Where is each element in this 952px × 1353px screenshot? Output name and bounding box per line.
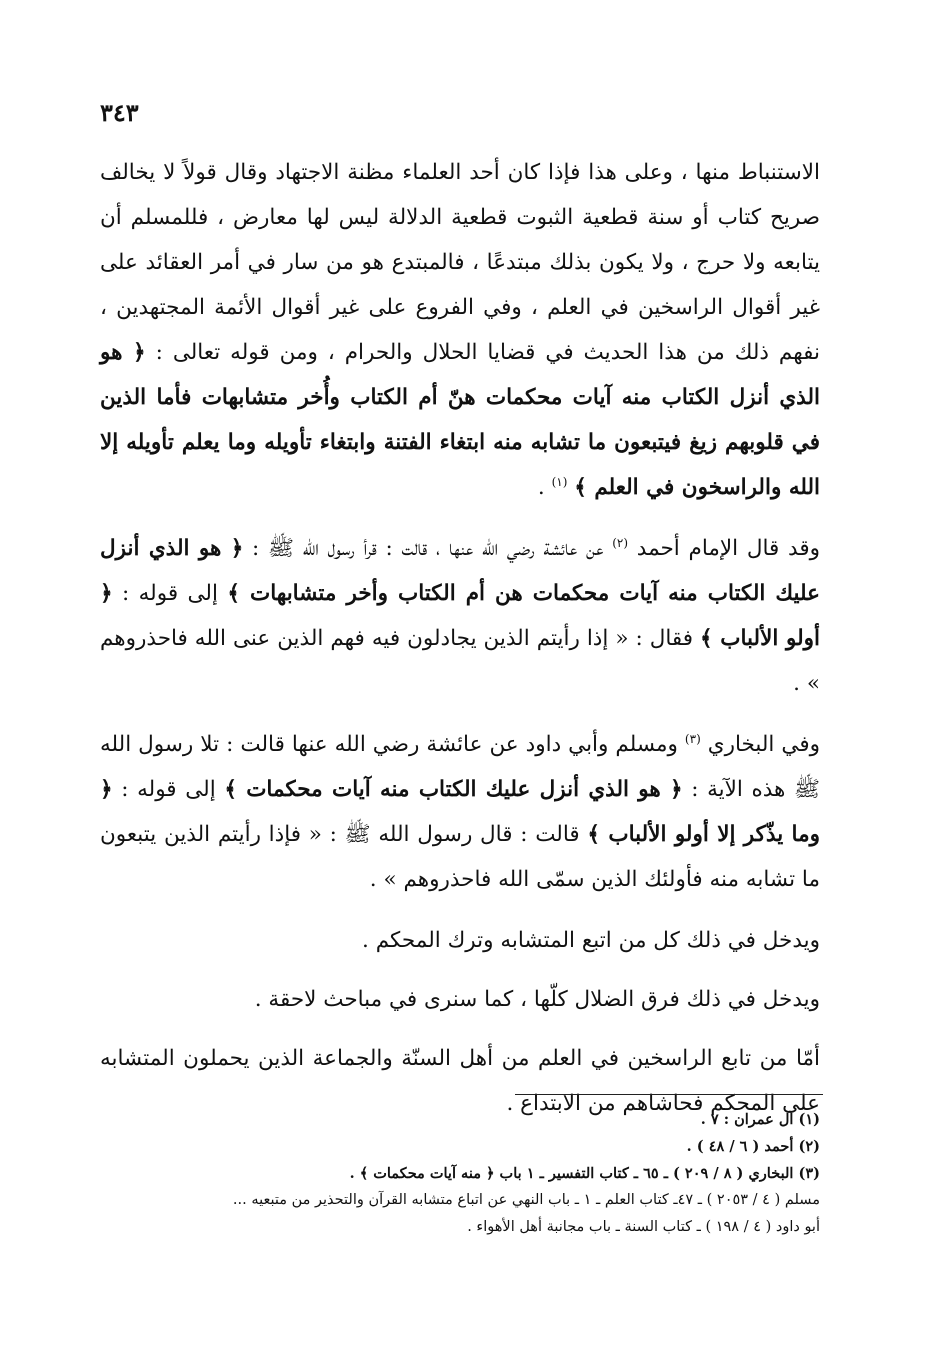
page-number: ٣٤٣ <box>100 98 139 127</box>
quran-quote: ﴿ هو الذي أنزل الكتاب منه آيات محكمات هنّ أم الكتاب وأُخر متشابهات فأما الذين في قلوبهم زيغ فيتبعون ما تشابه منه ابتغاء الفتنة وابتغاء تأويله وما يعلم تأويله إلا الله والراسخون في العلم ﴾ <box>100 340 820 500</box>
quran-quote: ﴿ هو الذي أنزل عليك الكتاب منه آيات محكمات ﴾ <box>224 777 683 802</box>
footnote-2: (٢) أحمد ( ٦ / ٤٨ ) . <box>686 1138 820 1155</box>
footnote-1: (١) آل عمران : ٧ . <box>700 1111 820 1128</box>
paragraph-5-text: ويدخل في ذلك فرق الضلال كلّها ، كما سنرى في مباحث لاحقة . <box>254 987 820 1012</box>
paragraph-4 <box>100 918 820 963</box>
paragraph-4-text: ويدخل في ذلك كل من اتبع المتشابه وترك المحكم . <box>362 928 820 953</box>
paragraph-3-text-b: ومسلم وأبي داود عن عائشة رضي الله عنها قالت : تلا رسول الله ﷺ هذه الآية : <box>100 732 820 802</box>
footnote-separator <box>515 1094 823 1095</box>
main-text <box>100 150 820 1142</box>
paragraph-3 <box>100 722 820 902</box>
paragraph-2 <box>100 526 820 706</box>
paragraph-5 <box>100 977 820 1022</box>
paragraph-3-text-d: قالت : قال رسول الله ﷺ : « فإذا رأيتم الذين يتبعون ما تشابه منه فأولئك الذين سمّى الله فاحذروهم » . <box>100 822 820 892</box>
paragraph-2-text-b: عن عائشة رضي الله عنها ، قالت : قرأ رسول الله ﷺ : <box>243 536 613 561</box>
paragraph-2-text-d: فقال : « إذا رأيتم الذين يجادلون فيه فهم الذين عنى الله فاحذروهم » . <box>100 626 820 696</box>
footnote-ref-3: (٣) <box>684 731 701 746</box>
paragraph-3-text-c: إلى قوله : <box>112 777 225 802</box>
footnote-3-abu-dawud: أبو داود ( ٤ / ١٩٨ ) ـ كتاب السنة ـ باب مجانبة أهل الأهواء . <box>467 1219 820 1235</box>
footnote-3: (٣) البخاري ( ٨ / ٢٠٩ ) ـ ٦٥ ـ كتاب التفسير ـ ١ باب ﴿ منه آيات محكمات ﴾ . <box>349 1165 820 1182</box>
paragraph-6-text: أمّا من تابع الراسخين في العلم من أهل السنّة والجماعة الذين يحملون المتشابه على المحكم فحاشاهم من الابتداع . <box>100 1046 820 1116</box>
paragraph-2-text-a: وقد قال الإمام أحمد <box>628 536 820 561</box>
quran-quote: ﴿ وما يذّكر إلا أولو الألباب ﴾ <box>100 777 820 847</box>
footnotes <box>100 1106 820 1241</box>
paragraph-2-text-c: إلى قوله : <box>112 581 228 606</box>
footnote-3-muslim: مسلم ( ٤ / ٢٠٥٣ ) ـ ٤٧ـ كتاب العلم ـ ١ ـ باب النهي عن اتباع متشابه القرآن والتحذير من متبعيه ... <box>232 1192 820 1208</box>
quran-quote: ﴿ أولو الألباب ﴾ <box>100 581 820 651</box>
paragraph-1-end: . <box>537 475 552 500</box>
paragraph-3-text-a: وفي البخاري <box>700 732 820 757</box>
quran-quote: ﴿ هو الذي أنزل عليك الكتاب منه آيات محكمات هن أم الكتاب وأخر متشابهات ﴾ <box>100 536 820 606</box>
paragraph-1 <box>100 150 820 510</box>
footnote-ref-2: (٢) <box>612 535 629 550</box>
footnote-ref-1: (١) <box>551 474 568 489</box>
paragraph-1-text: الاستنباط منها ، وعلى هذا فإذا كان أحد العلماء مظنة الاجتهاد وقال قولاً لا يخالف صريح كتاب أو سنة قطعية الثبوت قطعية الدلالة ليس لها معارض ، فللمسلم أن يتابعه ولا حرج ، ولا يكون بذلك مبتدعًا ، فالمبتدع هو من سار في أمر العقائد على غير أقوال الراسخين في العلم ، وفي الفروع على غير أقوال الأئمة المجتهدين ، نفهم ذلك من هذا الحديث في قضايا الحلال والحرام ، ومن قوله تعالى : <box>100 160 820 365</box>
